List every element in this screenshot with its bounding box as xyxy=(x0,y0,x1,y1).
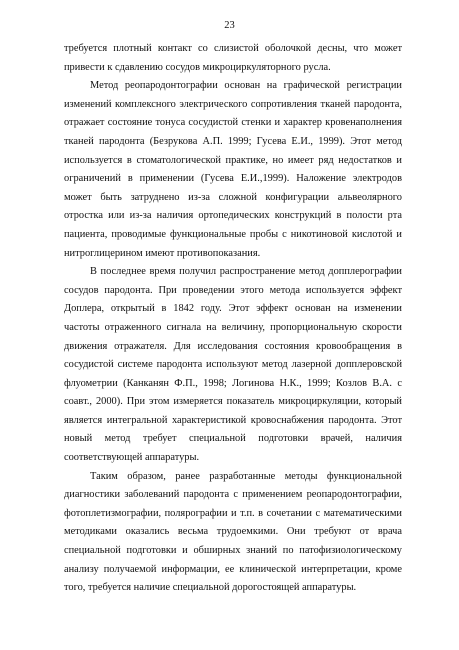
paragraph-conclusion: Таким образом, ранее разработанные методы функциональной диагностики заболеваний пародонта с применением реопародонтографии, фотоплетизмографии, полярографии и т.п. в сочетании с математическими методиками оказались весьма трудоемкими. Они требуют от врача специальной подготовки и обширных знаний по патофизиологическому анализу получаемой информации, ее клинической интерпретации, кроме того, требуется наличие специальной дорогостоящей аппаратуры. xyxy=(64,470,402,594)
page-number: 23 xyxy=(224,20,235,31)
page-body xyxy=(64,40,402,598)
paragraph-dopplerography: В последнее время получил распространение метод допплерографии сосудов пародонта. При проведении этого метода используется эффект Доплера, открытый в 1842 году. Этот эффект основан на изменении частоты отраженного сигнала на величину, пропорциональную скорости движения отражателя. Для исследования состояния кровообращения в сосудистой системе пародонта используют метод лазерной допплеровской флуометрии (Канканян Ф.П., 1998; Логинова Н.К., 1999; Козлов В.А. с соавт., 2000). При этом измеряется показатель микроциркуляции, который является интегральной характеристикой кровоснабжения пародонта. Этот новый метод требует специальной подготовки врачей, наличия соответствующей аппаратуры. xyxy=(64,266,402,464)
paragraph-rheoparodontography: Метод реопародонтографии основан на графической регистрации изменений комплексного электрического сопротивления тканей пародонта, отражает состояние тонуса сосудистой стенки и характер кровенаполнения тканей пародонта (Безрукова А.П. 1999; Гусева Е.И., 1999). Этот метод используется в стоматологической практике, но имеет ряд недостатков и ограничений в применении (Гусева Е.И.,1999). Наложение электродов может быть затруднено из-за сложной конфигурации альвеолярного отростка или из-за наличия ортопедических конструкций в полости рта пациента, проводимые функциональные пробы с никотиновой кислотой и нитроглицерином имеют противопоказания. xyxy=(64,80,402,259)
paragraph-continuation: требуется плотный контакт со слизистой оболочкой десны, что может привести к сдавлению сосудов микроциркуляторного русла. xyxy=(64,43,402,73)
